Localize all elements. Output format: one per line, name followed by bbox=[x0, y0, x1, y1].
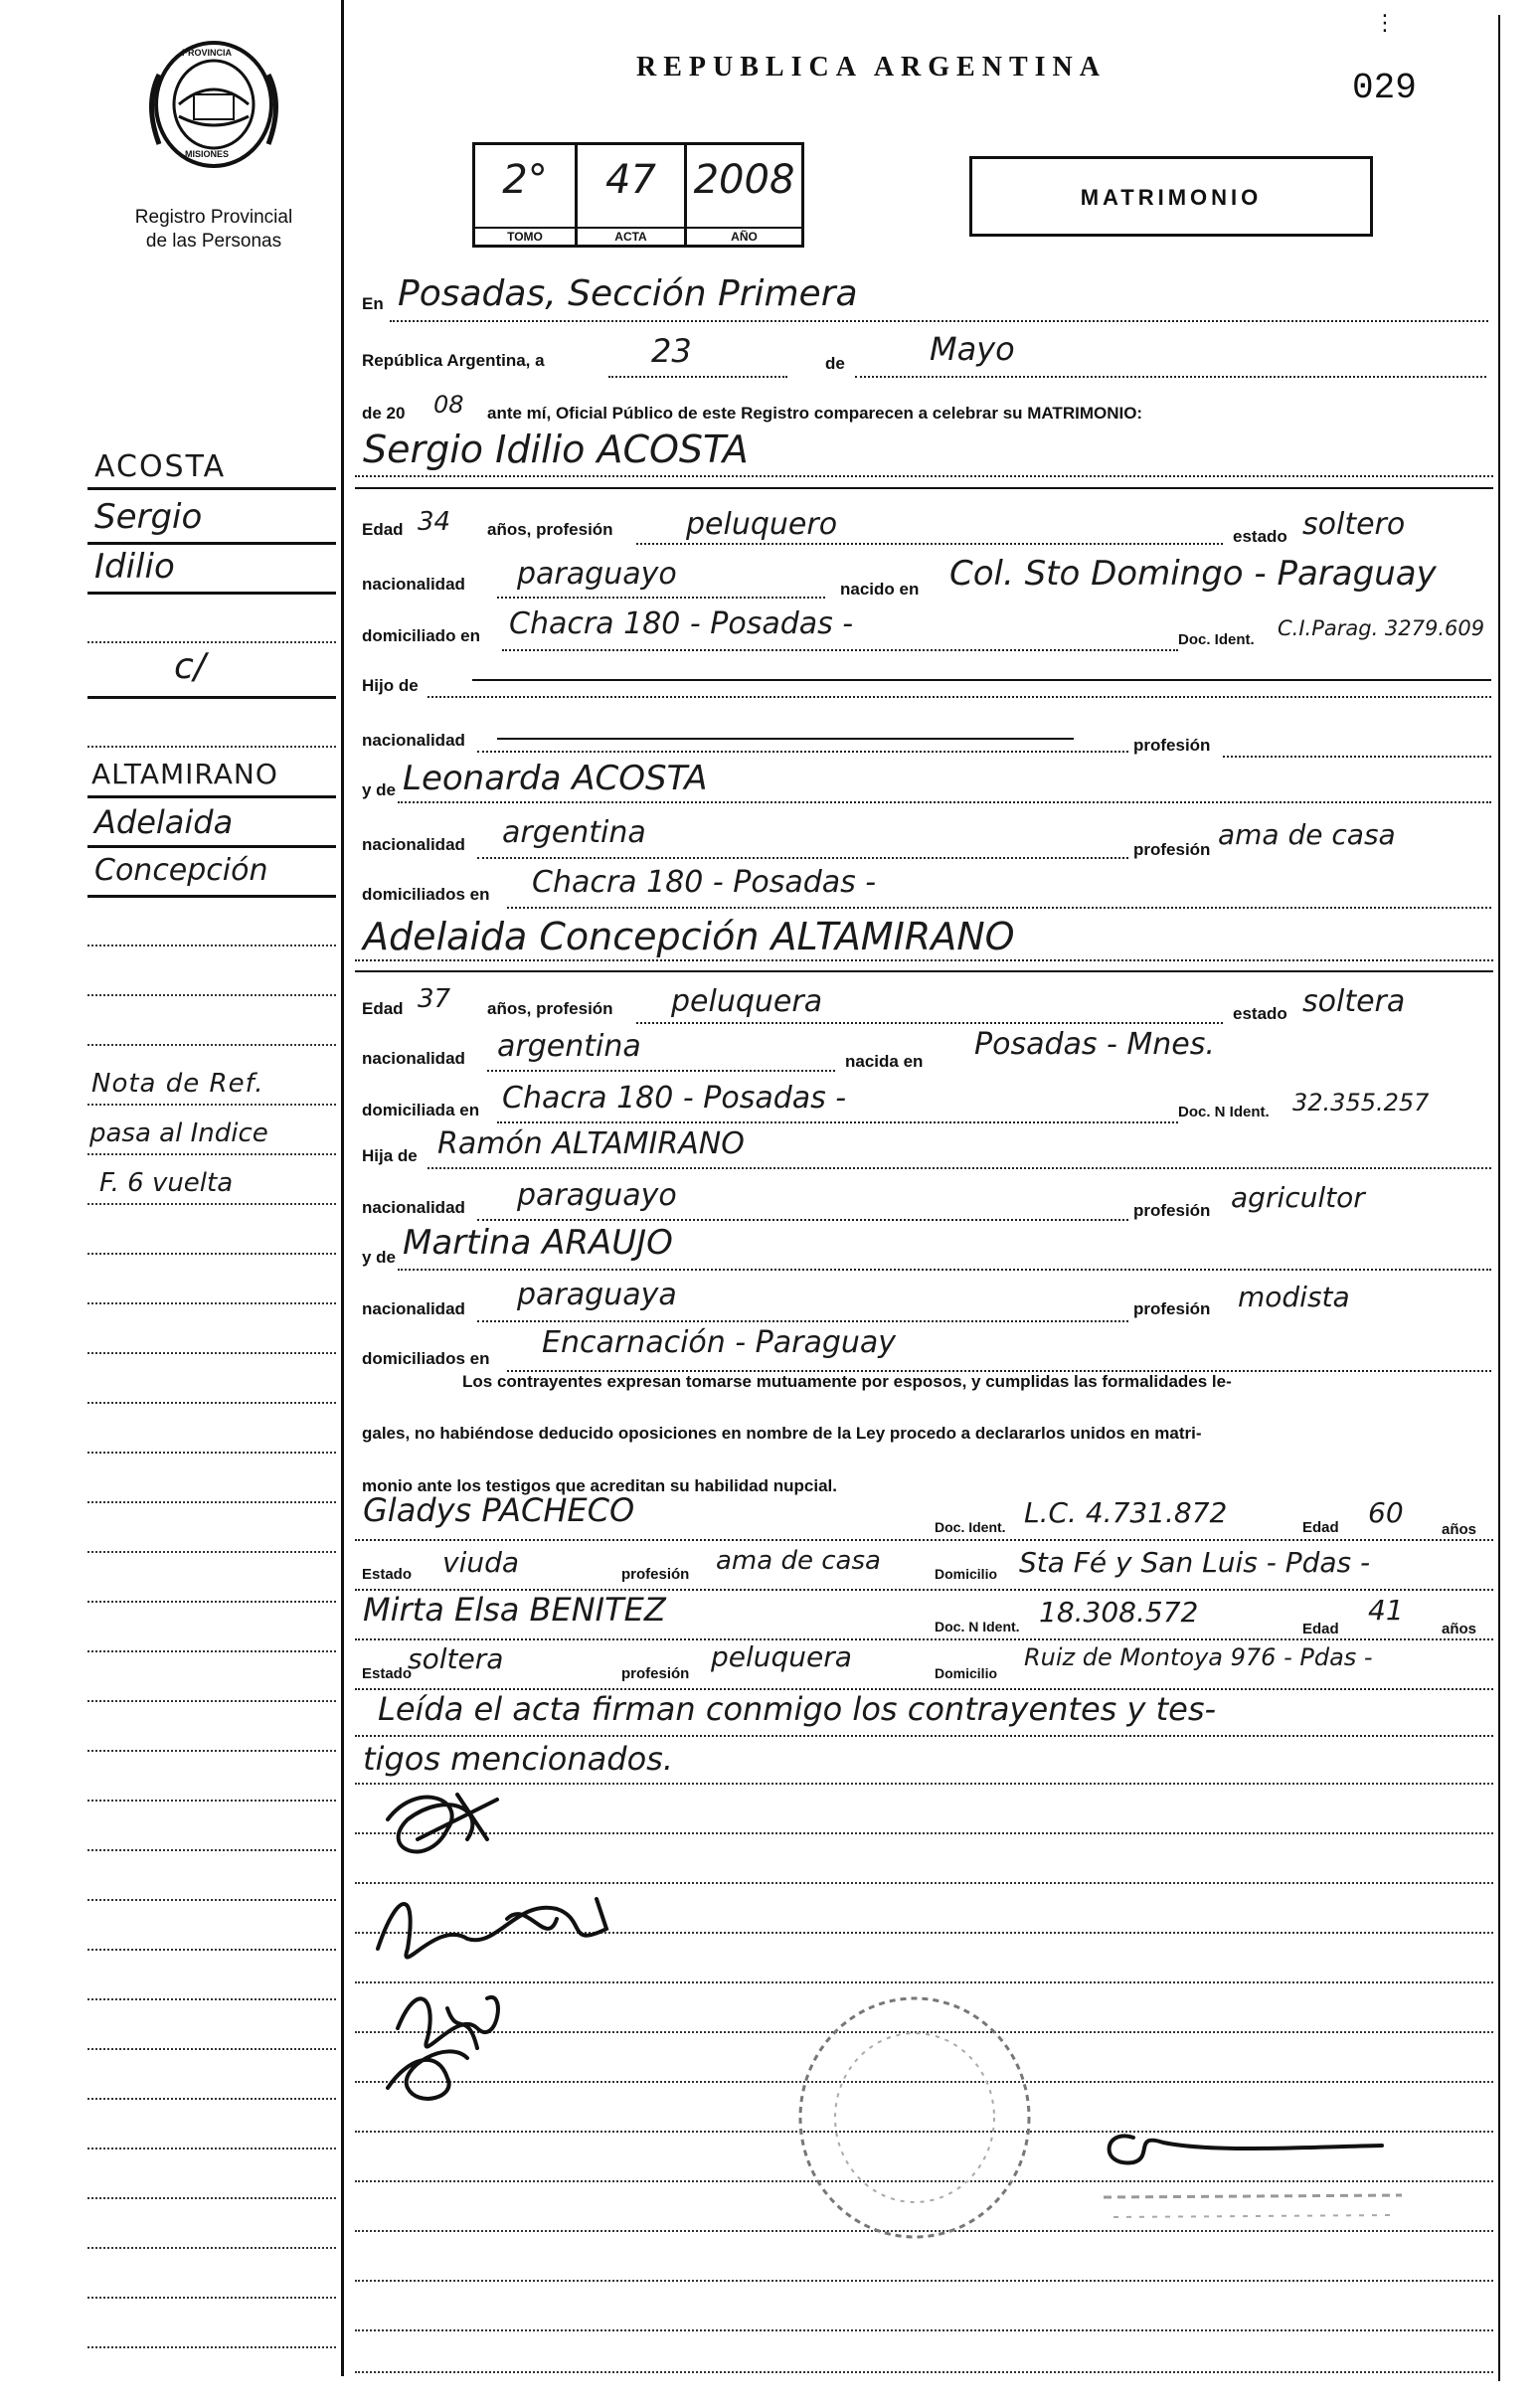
rrule bbox=[355, 2329, 1493, 2331]
witness1-name: Gladys PACHECO bbox=[363, 1491, 635, 1529]
groom-edad-label: Edad bbox=[362, 520, 404, 539]
signature-groom bbox=[388, 1795, 497, 1851]
official-stamp bbox=[785, 1988, 1044, 2247]
seal-text-top: PROVINCIA bbox=[182, 48, 233, 58]
rule bbox=[497, 1121, 1178, 1123]
act-type-box bbox=[969, 156, 1373, 237]
margin-note3: F. 6 vuelta bbox=[99, 1168, 234, 1198]
witness2-estado: soltera bbox=[408, 1642, 504, 1675]
rule bbox=[472, 679, 1491, 681]
lrule bbox=[87, 1700, 336, 1702]
groom-birthplace: Col. Sto Domingo - Paraguay bbox=[949, 554, 1437, 594]
day-value: 23 bbox=[651, 332, 692, 370]
lrule bbox=[87, 542, 336, 545]
rule bbox=[355, 1735, 1493, 1737]
rule bbox=[398, 801, 1491, 803]
rule bbox=[355, 1638, 1493, 1640]
registry-line2: de las Personas bbox=[145, 231, 282, 252]
bride-nationality: argentina bbox=[497, 1029, 641, 1064]
margin-bride-name2: Concepción bbox=[94, 853, 268, 888]
year-value: 08 bbox=[433, 391, 464, 419]
bride-anos-profesion-label: años, profesión bbox=[487, 999, 613, 1018]
groom-age: 34 bbox=[418, 507, 451, 537]
lrule bbox=[87, 592, 336, 595]
lrule bbox=[87, 1104, 336, 1106]
bride-doc-label: Doc. N Ident. bbox=[1178, 1104, 1270, 1120]
bride-hija-label: Hija de bbox=[362, 1146, 418, 1165]
right-border bbox=[1498, 15, 1500, 2381]
lrule bbox=[87, 845, 336, 848]
record-box bbox=[472, 142, 804, 248]
bride-nacida-label: nacida en bbox=[845, 1052, 924, 1071]
bride-address: Chacra 180 - Posadas - bbox=[502, 1081, 847, 1116]
lrule bbox=[87, 1650, 336, 1652]
page-number: 029 bbox=[1352, 68, 1417, 108]
witness2-age: 41 bbox=[1368, 1594, 1404, 1627]
lrule bbox=[87, 1352, 336, 1354]
bride-doc: 32.355.257 bbox=[1292, 1089, 1430, 1117]
lrule bbox=[87, 994, 336, 996]
witness2-estado-label: Estado bbox=[362, 1665, 413, 1682]
groom-mother: Leonarda ACOSTA bbox=[403, 759, 708, 798]
lrule bbox=[87, 2148, 336, 2149]
groom-estado: soltero bbox=[1302, 507, 1406, 542]
margin-groom-name2: Idilio bbox=[94, 547, 175, 587]
witness1-doc-label: Doc. Ident. bbox=[935, 1519, 1006, 1535]
bride-yde-label: y de bbox=[362, 1248, 397, 1267]
groom-mother-profession: ama de casa bbox=[1218, 818, 1396, 851]
signature-witness2 bbox=[388, 2051, 467, 2098]
lrule bbox=[87, 1899, 336, 1901]
acta-cell bbox=[578, 145, 687, 245]
witness1-doc: L.C. 4.731.872 bbox=[1024, 1496, 1228, 1529]
en-label: En bbox=[362, 294, 384, 313]
margin-note2: pasa al Indice bbox=[89, 1118, 268, 1148]
lrule bbox=[87, 1750, 336, 1752]
officiant-signature bbox=[1094, 2108, 1412, 2227]
lrule bbox=[87, 895, 336, 898]
witness1-prof-label: profesión bbox=[621, 1566, 690, 1583]
margin-bride-name1: Adelaida bbox=[94, 803, 234, 841]
closing-line2: tigos mencionados. bbox=[363, 1740, 673, 1778]
rule bbox=[355, 959, 1493, 961]
witness2-anos-label: años bbox=[1442, 1621, 1477, 1637]
rule bbox=[855, 376, 1486, 378]
rule bbox=[497, 738, 1074, 740]
tomo-value: 2° bbox=[502, 157, 548, 203]
lrule bbox=[87, 1253, 336, 1255]
groom-mother-prof-label: profesión bbox=[1133, 840, 1211, 859]
act-type-label: MATRIMONIO bbox=[1080, 185, 1263, 210]
groom-father-nac-label: nacionalidad bbox=[362, 731, 465, 750]
bride-father-nac-label: nacionalidad bbox=[362, 1198, 465, 1217]
registry-line1: Registro Provincial bbox=[134, 207, 293, 228]
bride-mother-nationality: paraguaya bbox=[517, 1278, 677, 1312]
groom-address: Chacra 180 - Posadas - bbox=[509, 606, 854, 641]
lrule bbox=[87, 2048, 336, 2050]
lrule bbox=[87, 1153, 336, 1155]
groom-father-prof-label: profesión bbox=[1133, 736, 1211, 755]
groom-doc: C.I.Parag. 3279.609 bbox=[1278, 616, 1485, 640]
bride-age: 37 bbox=[418, 984, 451, 1014]
groom-parents-address: Chacra 180 - Posadas - bbox=[532, 865, 877, 900]
lrule bbox=[87, 795, 336, 798]
rule bbox=[502, 649, 1178, 651]
lrule bbox=[87, 1601, 336, 1603]
groom-hijo-label: Hijo de bbox=[362, 676, 419, 695]
closing-line1: Leída el acta firman conmigo los contrayentes y tes- bbox=[378, 1690, 1217, 1728]
lrule bbox=[87, 696, 336, 699]
signatures bbox=[358, 1780, 736, 2108]
lrule bbox=[87, 2247, 336, 2249]
rule bbox=[487, 1070, 835, 1072]
acta-label: ACTA bbox=[578, 227, 684, 245]
month-value: Mayo bbox=[930, 330, 1015, 368]
witness1-anos-label: años bbox=[1442, 1521, 1477, 1538]
rule bbox=[477, 1219, 1128, 1221]
bride-father-prof-label: profesión bbox=[1133, 1201, 1211, 1220]
groom-parents-dom-label: domiciliados en bbox=[362, 885, 490, 904]
bride-section-rule bbox=[355, 970, 1493, 972]
margin-groom-name1: Sergio bbox=[94, 497, 203, 537]
rule bbox=[636, 543, 1223, 545]
corner-mark: ⋮ bbox=[1374, 10, 1396, 35]
lrule bbox=[87, 1501, 336, 1503]
acta-value: 47 bbox=[605, 157, 656, 203]
groom-full-name: Sergio Idilio ACOSTA bbox=[363, 428, 749, 471]
de-label: de bbox=[825, 354, 845, 373]
rrule bbox=[355, 2371, 1493, 2373]
witness1-estado: viuda bbox=[442, 1546, 520, 1579]
lrule bbox=[87, 2346, 336, 2348]
lrule bbox=[87, 1402, 336, 1404]
bride-parents-address: Encarnación - Paraguay bbox=[542, 1325, 897, 1360]
statement-text: ante mí, Oficial Público de este Registro comparecen a celebrar su MATRIMONIO: bbox=[487, 404, 1143, 423]
bride-nac-label: nacionalidad bbox=[362, 1049, 465, 1068]
witness1-dom-label: Domicilio bbox=[935, 1566, 998, 1582]
witness2-edad-label: Edad bbox=[1302, 1621, 1339, 1637]
anio-label: AÑO bbox=[687, 227, 801, 245]
margin-bride-surname: ALTAMIRANO bbox=[91, 758, 278, 790]
bride-estado: soltera bbox=[1302, 984, 1406, 1019]
groom-mother-nationality: argentina bbox=[502, 815, 646, 850]
lrule bbox=[87, 1998, 336, 2000]
rule bbox=[355, 1539, 1493, 1541]
bride-estado-label: estado bbox=[1233, 1004, 1287, 1023]
margin-connector: c/ bbox=[174, 646, 206, 687]
witness1-profession: ama de casa bbox=[716, 1546, 881, 1576]
groom-section-rule bbox=[355, 487, 1493, 489]
lrule bbox=[87, 1044, 336, 1046]
groom-yde-label: y de bbox=[362, 780, 397, 799]
groom-estado-label: estado bbox=[1233, 527, 1287, 546]
margin-groom-surname: ACOSTA bbox=[94, 449, 227, 484]
rule bbox=[636, 1022, 1223, 1024]
margin-note1: Nota de Ref. bbox=[91, 1069, 264, 1099]
groom-nac-label: nacionalidad bbox=[362, 575, 465, 594]
column-divider bbox=[341, 0, 344, 2376]
signature-bride bbox=[378, 1899, 606, 1958]
rule bbox=[507, 907, 1491, 909]
bride-profession: peluquera bbox=[671, 984, 823, 1019]
bride-dom-label: domiciliada en bbox=[362, 1101, 480, 1119]
witness2-prof-label: profesión bbox=[621, 1665, 690, 1682]
witness2-profession: peluquera bbox=[711, 1640, 852, 1673]
rule bbox=[1223, 756, 1491, 758]
lrule bbox=[87, 1551, 336, 1553]
rule bbox=[398, 1269, 1491, 1271]
declaration-line2: gales, no habiéndose deducido oposiciones en nombre de la Ley procedo a declararlos unidos en matri- bbox=[362, 1424, 1202, 1443]
groom-anos-profesion-label: años, profesión bbox=[487, 520, 613, 539]
lrule bbox=[87, 487, 336, 490]
rule bbox=[477, 1320, 1128, 1322]
lrule bbox=[87, 1800, 336, 1802]
bride-birthplace: Posadas - Mnes. bbox=[974, 1027, 1215, 1062]
witness2-doc-label: Doc. N Ident. bbox=[935, 1619, 1020, 1634]
lrule bbox=[87, 945, 336, 946]
witness1-edad-label: Edad bbox=[1302, 1519, 1339, 1536]
anio-value: 2008 bbox=[693, 157, 795, 203]
republica-label: República Argentina, a bbox=[362, 351, 545, 370]
bride-mother: Martina ARAUJO bbox=[403, 1223, 673, 1263]
lrule bbox=[87, 2098, 336, 2100]
bride-mother-prof-label: profesión bbox=[1133, 1299, 1211, 1318]
rule bbox=[497, 597, 825, 599]
tomo-label: TOMO bbox=[475, 227, 575, 245]
groom-nacido-label: nacido en bbox=[840, 580, 920, 599]
signature-witness1 bbox=[398, 1997, 498, 2048]
rule bbox=[355, 475, 1493, 477]
groom-mother-nac-label: nacionalidad bbox=[362, 835, 465, 854]
declaration-line1: Los contrayentes expresan tomarse mutuamente por esposos, y cumplidas las formalidades le- bbox=[462, 1372, 1232, 1391]
page-title: REPUBLICA ARGENTINA bbox=[636, 52, 1107, 83]
witness2-address: Ruiz de Montoya 976 - Pdas - bbox=[1024, 1643, 1373, 1671]
seal-text-bottom: MISIONES bbox=[185, 149, 230, 159]
place-value: Posadas, Sección Primera bbox=[398, 273, 858, 314]
lrule bbox=[87, 1452, 336, 1454]
bride-mother-nac-label: nacionalidad bbox=[362, 1299, 465, 1318]
witness2-doc: 18.308.572 bbox=[1039, 1596, 1199, 1629]
bride-parents-dom-label: domiciliados en bbox=[362, 1349, 490, 1368]
groom-dom-label: domiciliado en bbox=[362, 626, 481, 645]
groom-nationality: paraguayo bbox=[517, 557, 677, 592]
rrule bbox=[355, 2280, 1493, 2282]
rule bbox=[477, 857, 1128, 859]
witness1-age: 60 bbox=[1368, 1496, 1404, 1529]
rule bbox=[428, 1167, 1491, 1169]
lrule bbox=[87, 1302, 336, 1304]
groom-doc-label: Doc. Ident. bbox=[1178, 631, 1255, 648]
witness1-address: Sta Fé y San Luis - Pdas - bbox=[1019, 1546, 1371, 1579]
lrule bbox=[87, 1849, 336, 1851]
lrule bbox=[87, 2197, 336, 2199]
anio-cell bbox=[687, 145, 801, 245]
lrule bbox=[87, 1949, 336, 1951]
bride-edad-label: Edad bbox=[362, 999, 404, 1018]
bride-full-name: Adelaida Concepción ALTAMIRANO bbox=[363, 915, 1015, 958]
registry-name bbox=[109, 206, 318, 254]
declaration-line3: monio ante los testigos que acreditan su habilidad nupcial. bbox=[362, 1476, 837, 1495]
witness2-name: Mirta Elsa BENITEZ bbox=[363, 1591, 666, 1629]
rule bbox=[608, 376, 787, 378]
witness1-estado-label: Estado bbox=[362, 1566, 413, 1583]
year-prefix: de 20 bbox=[362, 404, 406, 423]
lrule bbox=[87, 746, 336, 748]
rule bbox=[390, 320, 1488, 322]
bride-mother-profession: modista bbox=[1238, 1281, 1350, 1313]
bride-father-nationality: paraguayo bbox=[517, 1178, 677, 1213]
rule bbox=[477, 751, 1128, 753]
bride-father: Ramón ALTAMIRANO bbox=[437, 1126, 745, 1161]
groom-profession: peluquero bbox=[686, 507, 838, 542]
witness2-dom-label: Domicilio bbox=[935, 1665, 998, 1681]
lrule bbox=[87, 2297, 336, 2299]
lrule bbox=[87, 641, 336, 643]
bride-father-profession: agricultor bbox=[1231, 1181, 1365, 1214]
lrule bbox=[87, 1203, 336, 1205]
rule bbox=[428, 696, 1491, 698]
tomo-cell bbox=[475, 145, 578, 245]
